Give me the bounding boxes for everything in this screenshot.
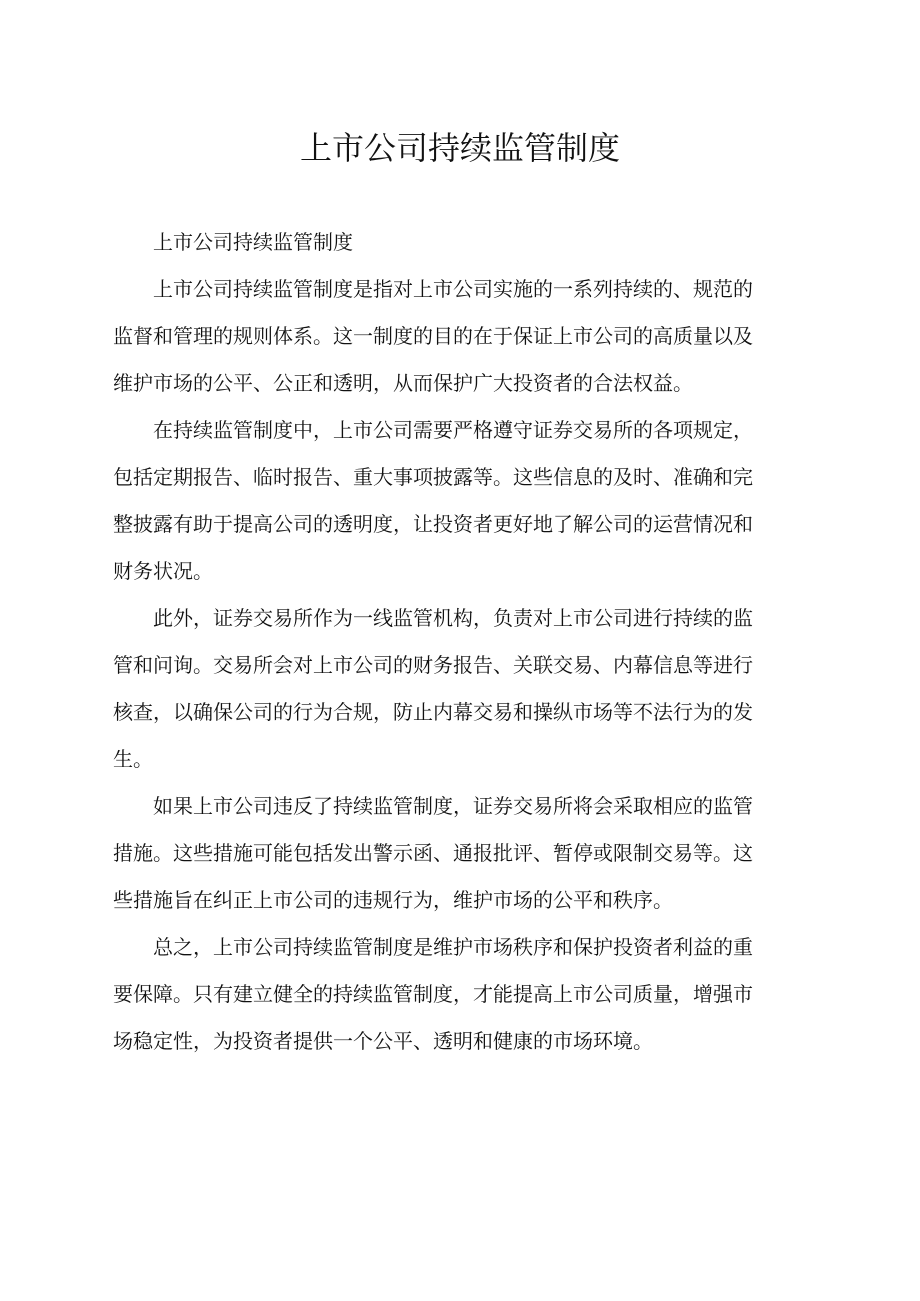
paragraph-violations: 如果上市公司违反了持续监管制度，证券交易所将会采取相应的监管 措施。这些措施可能包括发出警示函、通报批评、暂停或限制交易等。这 些措施旨在纠正上市公司的违规行为，维护市场的公平和秩序。 [113,794,753,912]
document-title: 上市公司持续监管制度 [299,129,620,167]
paragraph-conclusion: 总之，上市公司持续监管制度是维护市场秩序和保护投资者利益的重 要保障。只有建立健全的持续监管制度，才能提高上市公司质量，增强市 场稳定性，为投资者提供一个公平、透明和健康的市场环境。 [113,935,753,1053]
paragraph-disclosure: 在持续监管制度中，上市公司需要严格遵守证券交易所的各项规定， 包括定期报告、临时报告、重大事项披露等。这些信息的及时、准确和完 整披露有助于提高公司的透明度，让投资者更好地了解公司的运营情况和 财务状况。 [113,418,753,583]
paragraph-exchange-oversight: 此外，证券交易所作为一线监管机构，负责对上市公司进行持续的监 管和问询。交易所会对上市公司的财务报告、关联交易、内幕信息等进行 核查，以确保公司的行为合规，防止内幕交易和操纵市场等不法行为的发 生。 [113,606,753,771]
document-body [113,219,807,1065]
paragraph-definition: 上市公司持续监管制度是指对上市公司实施的一系列持续的、规范的 监督和管理的规则体系。这一制度的目的在于保证上市公司的高质量以及 维护市场的公平、公正和透明，从而保护广大投资者的合法权益。 [113,277,753,395]
paragraph-subtitle: 上市公司持续监管制度 [153,230,353,254]
